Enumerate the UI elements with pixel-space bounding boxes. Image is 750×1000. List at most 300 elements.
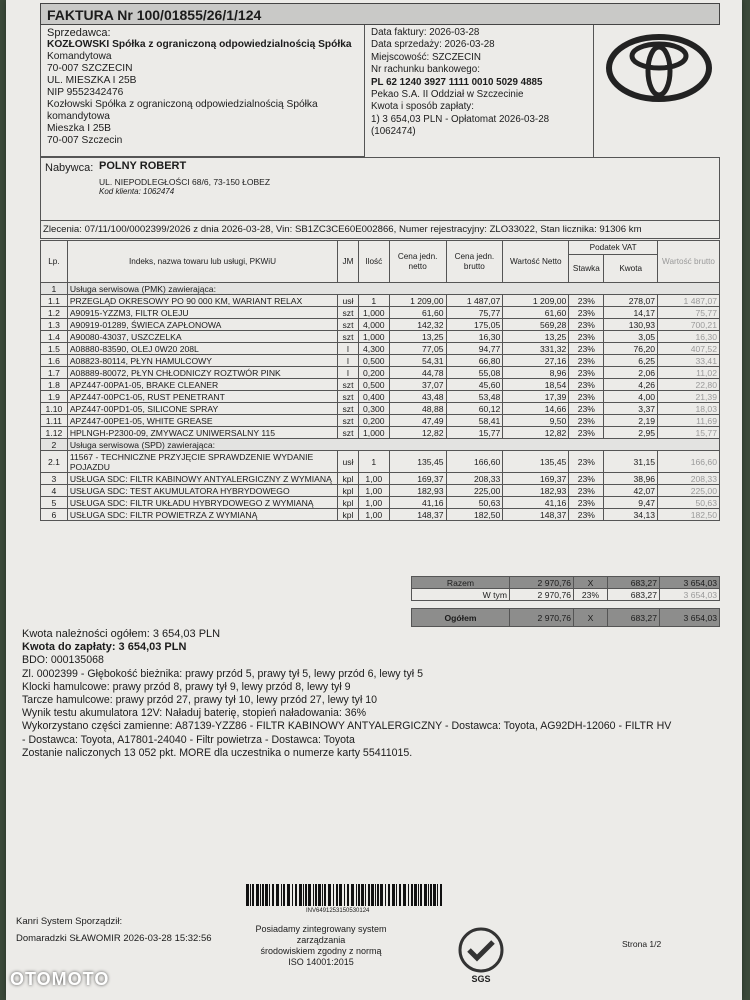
cell-net: 13,25: [503, 331, 569, 343]
cell-name: A90080-43037, USZCZELKA: [67, 331, 337, 343]
cell-lp: 6: [41, 509, 68, 521]
cell-gross-unit: 1 487,07: [446, 295, 503, 307]
barcode-bar: [305, 884, 307, 906]
logo-box: [593, 25, 721, 157]
cell-net-unit: 13,25: [389, 331, 446, 343]
cell-vat: 9,47: [604, 497, 658, 509]
cell-qty: 1,000: [358, 307, 389, 319]
cell-name: A08880-83590, OLEJ 0W20 208L: [67, 343, 337, 355]
cell-name: APZ447-00PC1-05, RUST PENETRANT: [67, 391, 337, 403]
page-number: Strona 1/2: [622, 939, 662, 949]
cell-rate: 23%: [569, 295, 604, 307]
table-row: [41, 319, 720, 331]
ogolem-gross: 3 654,03: [660, 609, 720, 627]
cell-unit: szt: [338, 307, 359, 319]
razem-vat: 683,27: [608, 577, 660, 589]
cell-gross: 1 487,07: [658, 295, 720, 307]
wtym-rate: 23%: [574, 589, 608, 601]
cell-net-unit: 48,88: [389, 403, 446, 415]
seller-block: [40, 25, 365, 157]
cell-unit: kpl: [338, 473, 359, 485]
table-row: [41, 485, 720, 497]
cell-qty: 0,500: [358, 379, 389, 391]
cell-net: 182,93: [503, 485, 569, 497]
barcode-bar: [351, 884, 354, 906]
barcode-bar: [392, 884, 395, 906]
table-row: [41, 355, 720, 367]
cell-net-unit: 169,37: [389, 473, 446, 485]
cell-gross: 166,60: [658, 451, 720, 473]
cell-vat: 3,05: [604, 331, 658, 343]
cell-qty: 4,300: [358, 343, 389, 355]
barcode-bar: [361, 884, 364, 906]
cell-gross: 407,52: [658, 343, 720, 355]
cell-rate: 23%: [569, 415, 604, 427]
cell-name: 11567 - TECHNICZNE PRZYJĘCIE SPRAWDZENIE WYDANIE POJAZDU: [67, 451, 337, 473]
cell-unit: szt: [338, 403, 359, 415]
barcode-bar: [365, 884, 366, 906]
buyer-name: POLNY ROBERT: [99, 160, 187, 172]
barcode-bar: [269, 884, 270, 906]
cell-lp: 1.12: [41, 427, 68, 439]
cell-gross: 33,41: [658, 355, 720, 367]
cell-gross-unit: 66,80: [446, 355, 503, 367]
cell-gross-unit: 166,60: [446, 451, 503, 473]
cell-vat: 3,37: [604, 403, 658, 415]
cell-net: 18,54: [503, 379, 569, 391]
iso-line-2: środowiskiem zgodny z normą: [260, 946, 382, 956]
cell-unit: kpl: [338, 509, 359, 521]
seller-city-2: 70-007 Szczecin: [47, 135, 123, 146]
cell-vat: 42,07: [604, 485, 658, 497]
barcode-bar: [250, 884, 251, 906]
barcode-bar: [440, 884, 442, 906]
cell-name: A08823-80114, PŁYN HAMULCOWY: [67, 355, 337, 367]
razem-net: 2 970,76: [510, 577, 574, 589]
iso-note: [246, 924, 396, 968]
cell-lp: 1.6: [41, 355, 68, 367]
cell-rate: 23%: [569, 497, 604, 509]
place: Miejscowość: SZCZECIN: [371, 51, 481, 63]
table-row: [41, 295, 720, 307]
loyalty-points: Zostanie naliczonych 13 052 pkt. MORE dla uczestnika o numerze karty 55411015.: [22, 746, 413, 759]
barcode-bar: [433, 884, 436, 906]
cell-vat: 34,13: [604, 509, 658, 521]
barcode-bar: [262, 884, 264, 906]
barcode: [246, 884, 446, 906]
table-row: [41, 391, 720, 403]
cell-net-unit: 47,49: [389, 415, 446, 427]
barcode-bar: [368, 884, 370, 906]
table-row: [41, 415, 720, 427]
barcode-bar: [265, 884, 268, 906]
cell-net-unit: 1 209,00: [389, 295, 446, 307]
notes-block: [22, 628, 742, 760]
barcode-bar: [281, 884, 282, 906]
barcode-bar: [347, 884, 349, 906]
col-name: Indeks, nazwa towaru lub usługi, PKWiU: [67, 241, 337, 283]
invoice-date: Data faktury: 2026-03-28: [371, 27, 480, 38]
table-row: [41, 473, 720, 485]
barcode-bar: [371, 884, 374, 906]
barcode-bar: [276, 884, 279, 906]
buyer-label: Nabywca:: [45, 162, 94, 174]
barcode-bar: [411, 884, 413, 906]
cell-qty: 1,00: [358, 497, 389, 509]
cell-qty: 1,00: [358, 509, 389, 521]
table-row: [41, 509, 720, 521]
cell-name: A90919-01289, ŚWIECA ZAPŁONOWA: [67, 319, 337, 331]
razem-label: Razem: [412, 577, 510, 589]
cell-unit: usł: [338, 295, 359, 307]
cell-net-unit: 135,45: [389, 451, 446, 473]
cell-unit: szt: [338, 331, 359, 343]
tread-depth: Zl. 0002399 - Głębokość bieżnika: prawy przód 5, prawy tył 5, lewy przód 6, lewy tył 5: [22, 667, 423, 680]
cell-name: A90915-YZZM3, FILTR OLEJU: [67, 307, 337, 319]
brake-pads: Klocki hamulcowe: prawy przód 8, prawy tył 9, lewy przód 8, lewy tył 9: [22, 680, 351, 693]
cell-qty: 0,200: [358, 415, 389, 427]
barcode-bar: [356, 884, 357, 906]
cell-gross: 21,39: [658, 391, 720, 403]
cell-gross-unit: 53,48: [446, 391, 503, 403]
cell-gross: 11,02: [658, 367, 720, 379]
cell-name: APZ447-00PA1-05, BRAKE CLEANER: [67, 379, 337, 391]
cell-rate: 23%: [569, 319, 604, 331]
table-row: [41, 367, 720, 379]
cell-rate: 23%: [569, 403, 604, 415]
ogolem-net: 2 970,76: [510, 609, 574, 627]
cell-lp: 1.4: [41, 331, 68, 343]
buyer-client-code: Kod klienta: 1062474: [99, 187, 175, 196]
ogolem-vat: 683,27: [608, 609, 660, 627]
cell-gross-unit: 182,50: [446, 509, 503, 521]
barcode-bar: [283, 884, 285, 906]
cell-net: 135,45: [503, 451, 569, 473]
cell-net: 61,60: [503, 307, 569, 319]
barcode-bar: [295, 884, 297, 906]
seller-nip: NIP 9552342476: [47, 87, 124, 98]
barcode-bar: [252, 884, 254, 906]
sgs-label: SGS: [471, 974, 491, 984]
cell-vat: 14,17: [604, 307, 658, 319]
cell-net-unit: 44,78: [389, 367, 446, 379]
col-unit: JM: [338, 241, 359, 283]
seller-street-2: Mieszka I 25B: [47, 123, 111, 134]
cell-unit: szt: [338, 427, 359, 439]
barcode-bar: [287, 884, 290, 906]
cell-gross-unit: 15,77: [446, 427, 503, 439]
cell-net: 41,16: [503, 497, 569, 509]
total-due: Kwota należności ogółem: 3 654,03 PLN: [22, 628, 221, 640]
cell-net: 169,37: [503, 473, 569, 485]
cell-vat: 4,00: [604, 391, 658, 403]
cell-gross: 50,63: [658, 497, 720, 509]
cell-gross-unit: 94,77: [446, 343, 503, 355]
cell-lp: 1.5: [41, 343, 68, 355]
cell-gross: 16,30: [658, 331, 720, 343]
barcode-bar: [437, 884, 438, 906]
cell-net: 12,82: [503, 427, 569, 439]
cell-vat: 6,25: [604, 355, 658, 367]
barcode-bar: [399, 884, 401, 906]
cell-name: USŁUGA SDC: FILTR POWIETRZA Z WYMIANĄ: [67, 509, 337, 521]
cell-net-unit: 77,05: [389, 343, 446, 355]
cell-name: USŁUGA SDC: FILTR KABINOWY ANTYALERGICZNY Z WYMIANĄ: [67, 473, 337, 485]
cell-lp: 1.1: [41, 295, 68, 307]
col-vat-group: Podatek VAT: [569, 241, 658, 255]
cell-net: 8,96: [503, 367, 569, 379]
cell-qty: 1,000: [358, 331, 389, 343]
cell-net-unit: 182,93: [389, 485, 446, 497]
invoice-title: FAKTURA Nr 100/01855/26/1/124: [40, 3, 720, 25]
payment-label: Kwota i sposób zapłaty:: [371, 101, 474, 113]
bank-account: PL 62 1240 3927 1111 0010 5029 4885: [371, 76, 543, 88]
wtym-label: W tym: [412, 589, 510, 601]
seller-name-cont: Komandytowa: [47, 51, 112, 62]
barcode-bar: [375, 884, 376, 906]
payment-line: 1) 3 654,03 PLN - Opłatomat 2026-03-28 (1062474): [371, 113, 550, 138]
cell-unit: szt: [338, 415, 359, 427]
cell-qty: 1,000: [358, 427, 389, 439]
cell-net-unit: 12,82: [389, 427, 446, 439]
barcode-bar: [385, 884, 386, 906]
barcode-bar: [292, 884, 293, 906]
col-gross-unit: Cena jedn. brutto: [446, 241, 503, 283]
cell-name: APZ447-00PE1-05, WHITE GREASE: [67, 415, 337, 427]
cell-lp: 1.7: [41, 367, 68, 379]
cell-lp: 1.8: [41, 379, 68, 391]
cell-name: A08889-80072, PŁYN CHŁODNICZY ROZTWÓR PINK: [67, 367, 337, 379]
cell-rate: 23%: [569, 473, 604, 485]
cell-unit: kpl: [338, 485, 359, 497]
table-row: [41, 343, 720, 355]
group-row: [41, 283, 720, 295]
table-row: [41, 307, 720, 319]
cell-net: 1 209,00: [503, 295, 569, 307]
amount-to-pay: Kwota do zapłaty: 3 654,03 PLN: [22, 641, 187, 654]
barcode-bar: [246, 884, 249, 906]
cell-unit: l: [338, 367, 359, 379]
cell-gross-unit: 55,08: [446, 367, 503, 379]
buyer-block: [40, 157, 720, 221]
cell-net-unit: 61,60: [389, 307, 446, 319]
barcode-bar: [344, 884, 345, 906]
invoice-page: [6, 0, 742, 1000]
barcode-bar: [272, 884, 274, 906]
cell-gross: 11,69: [658, 415, 720, 427]
cell-net-unit: 37,07: [389, 379, 446, 391]
cell-rate: 23%: [569, 331, 604, 343]
cell-vat: 2,19: [604, 415, 658, 427]
razem-rate: X: [574, 577, 608, 589]
cell-qty: 4,000: [358, 319, 389, 331]
cell-rate: 23%: [569, 485, 604, 497]
barcode-bar: [396, 884, 397, 906]
table-row: [41, 451, 720, 473]
cell-net-unit: 54,31: [389, 355, 446, 367]
invoice-meta: [365, 25, 593, 157]
cell-gross-unit: 75,77: [446, 307, 503, 319]
brake-discs: Tarcze hamulcowe: prawy przód 27, prawy tył 10, lewy przód 27, lewy tył 10: [22, 694, 378, 707]
cell-rate: 23%: [569, 451, 604, 473]
cell-name: USŁUGA SDC: TEST AKUMULATORA HYBRYDOWEGO: [67, 485, 337, 497]
row-lp: 1: [41, 283, 68, 295]
cell-vat: 38,96: [604, 473, 658, 485]
cell-lp: 1.10: [41, 403, 68, 415]
barcode-bar: [324, 884, 326, 906]
barcode-bar: [315, 884, 317, 906]
cell-qty: 1,00: [358, 473, 389, 485]
cell-rate: 23%: [569, 509, 604, 521]
wtym-gross: 3 654,03: [660, 589, 720, 601]
table-row: [41, 403, 720, 415]
cell-gross: 18,03: [658, 403, 720, 415]
summary-ogolem: [411, 608, 720, 627]
cell-unit: l: [338, 343, 359, 355]
cell-vat: 4,26: [604, 379, 658, 391]
barcode-bar: [299, 884, 302, 906]
col-qty: Ilość: [358, 241, 389, 283]
bank-name: Pekao S.A. II Oddział w Szczecinie: [371, 89, 524, 101]
seller-name-2: Kozłowski Spółka z ograniczoną odpowiedzialnością Spółka: [47, 99, 318, 110]
col-vat-amount: Kwota: [604, 255, 658, 283]
cell-name: HPLNGH-P2300-09, ZMYWACZ UNIWERSALNY 115: [67, 427, 337, 439]
barcode-bar: [313, 884, 314, 906]
battery-test: Wynik testu akumulatora 12V: Naładuj baterię, stopień naładowania: 36%: [22, 707, 367, 720]
barcode-bar: [377, 884, 379, 906]
cell-gross-unit: 60,12: [446, 403, 503, 415]
table-row: [41, 497, 720, 509]
row-group-name: Usługa serwisowa (SPD) zawierająca:: [67, 439, 719, 451]
barcode-bar: [333, 884, 334, 906]
cell-gross-unit: 225,00: [446, 485, 503, 497]
barcode-bar: [339, 884, 342, 906]
cell-gross-unit: 58,41: [446, 415, 503, 427]
cell-unit: szt: [338, 391, 359, 403]
cell-lp: 1.9: [41, 391, 68, 403]
cell-net-unit: 43,48: [389, 391, 446, 403]
buyer-address: UL. NIEPODLEGŁOŚCI 68/6, 73-150 ŁOBEZ: [99, 177, 271, 187]
cell-rate: 23%: [569, 367, 604, 379]
cell-rate: 23%: [569, 427, 604, 439]
table-row: [41, 379, 720, 391]
barcode-bar: [308, 884, 311, 906]
cell-vat: 2,06: [604, 367, 658, 379]
barcode-bar: [414, 884, 417, 906]
order-line: Zlecenia: 07/11/100/0002399/2026 z dnia 2026-03-28, Vin: SB1ZC3CE60E002866, Numer rejestracyjny: ZLO33022, Stan licznika: 91306 km: [40, 221, 720, 239]
iso-line-1: Posiadamy zintegrowany system zarządzania: [255, 924, 387, 945]
cell-gross: 15,77: [658, 427, 720, 439]
cell-net-unit: 142,32: [389, 319, 446, 331]
barcode-bar: [403, 884, 406, 906]
parts-used: Wykorzystano części zamienne: A87139-YZZ86 - FILTR KABINOWY ANTYALERGICZNY - Dostawca: Toyota, AG92DH-12060 - FILTR HV: [22, 720, 672, 733]
cell-lp: 1.2: [41, 307, 68, 319]
cell-rate: 23%: [569, 343, 604, 355]
barcode-text: INV6491253150530124: [306, 908, 370, 914]
cell-net: 331,32: [503, 343, 569, 355]
cell-rate: 23%: [569, 355, 604, 367]
footer-author: Domaradzki SŁAWOMIR 2026-03-28 15:32:56: [16, 933, 212, 944]
bank-label: Nr rachunku bankowego:: [371, 64, 480, 76]
cell-lp: 2.1: [41, 451, 68, 473]
row-lp: 2: [41, 439, 68, 451]
cell-lp: 1.11: [41, 415, 68, 427]
barcode-bar: [303, 884, 304, 906]
otomoto-watermark: OTOMOTO: [10, 969, 110, 989]
cell-gross-unit: 208,33: [446, 473, 503, 485]
wtym-net: 2 970,76: [510, 589, 574, 601]
row-group-name: Usługa serwisowa (PMK) zawierająca:: [67, 283, 719, 295]
cell-gross-unit: 16,30: [446, 331, 503, 343]
cell-gross: 225,00: [658, 485, 720, 497]
cell-lp: 1.3: [41, 319, 68, 331]
seller-label: Sprzedawca:: [47, 27, 111, 39]
barcode-bar: [256, 884, 259, 906]
barcode-bar: [408, 884, 409, 906]
sale-date: Data sprzedaży: 2026-03-28: [371, 39, 495, 51]
razem-gross: 3 654,03: [660, 577, 720, 589]
cell-gross: 22,80: [658, 379, 720, 391]
barcode-bar: [420, 884, 422, 906]
cell-lp: 5: [41, 497, 68, 509]
summary-razem: [411, 576, 720, 601]
cell-lp: 4: [41, 485, 68, 497]
barcode-bar: [336, 884, 338, 906]
toyota-logo-icon: [604, 33, 714, 103]
cell-vat: 2,95: [604, 427, 658, 439]
cell-qty: 0,500: [358, 355, 389, 367]
cell-qty: 0,200: [358, 367, 389, 379]
cell-rate: 23%: [569, 379, 604, 391]
seller-city: 70-007 SZCZECIN: [47, 63, 133, 74]
barcode-bar: [260, 884, 261, 906]
barcode-bar: [328, 884, 331, 906]
cell-name: USŁUGA SDC: FILTR UKŁADU HYBRYDOWEGO Z WYMIANĄ: [67, 497, 337, 509]
barcode-bar: [424, 884, 427, 906]
cell-qty: 0,400: [358, 391, 389, 403]
col-net-value: Wartość Netto: [503, 241, 569, 283]
ogolem-rate: X: [574, 609, 608, 627]
cell-rate: 23%: [569, 307, 604, 319]
seller-name-2-cont: komandytowa: [47, 111, 110, 122]
cell-name: APZ447-00PD1-05, SILICONE SPRAY: [67, 403, 337, 415]
col-lp: Lp.: [41, 241, 68, 283]
cell-vat: 278,07: [604, 295, 658, 307]
cell-qty: 0,300: [358, 403, 389, 415]
cell-name: PRZEGLĄD OKRESOWY PO 90 000 KM, WARIANT RELAX: [67, 295, 337, 307]
footer-system: Kanri System Sporządził:: [16, 916, 123, 927]
group-row: [41, 439, 720, 451]
barcode-bar: [318, 884, 321, 906]
barcode-bar: [388, 884, 390, 906]
cell-unit: szt: [338, 319, 359, 331]
cell-qty: 1,00: [358, 485, 389, 497]
barcode-bar: [322, 884, 323, 906]
barcode-bar: [358, 884, 360, 906]
cell-net: 17,39: [503, 391, 569, 403]
cell-lp: 3: [41, 473, 68, 485]
cell-net: 27,16: [503, 355, 569, 367]
items-table: [40, 240, 720, 521]
col-gross-value: Wartość brutto: [658, 241, 720, 283]
cell-gross-unit: 50,63: [446, 497, 503, 509]
cell-net: 148,37: [503, 509, 569, 521]
cell-qty: 1: [358, 451, 389, 473]
parts-used-cont: - Dostawca: Toyota, A17801-24040 - Filtr powietrza - Dostawca: Toyota: [22, 733, 355, 746]
cell-net: 569,28: [503, 319, 569, 331]
wtym-vat: 683,27: [608, 589, 660, 601]
cell-vat: 31,15: [604, 451, 658, 473]
